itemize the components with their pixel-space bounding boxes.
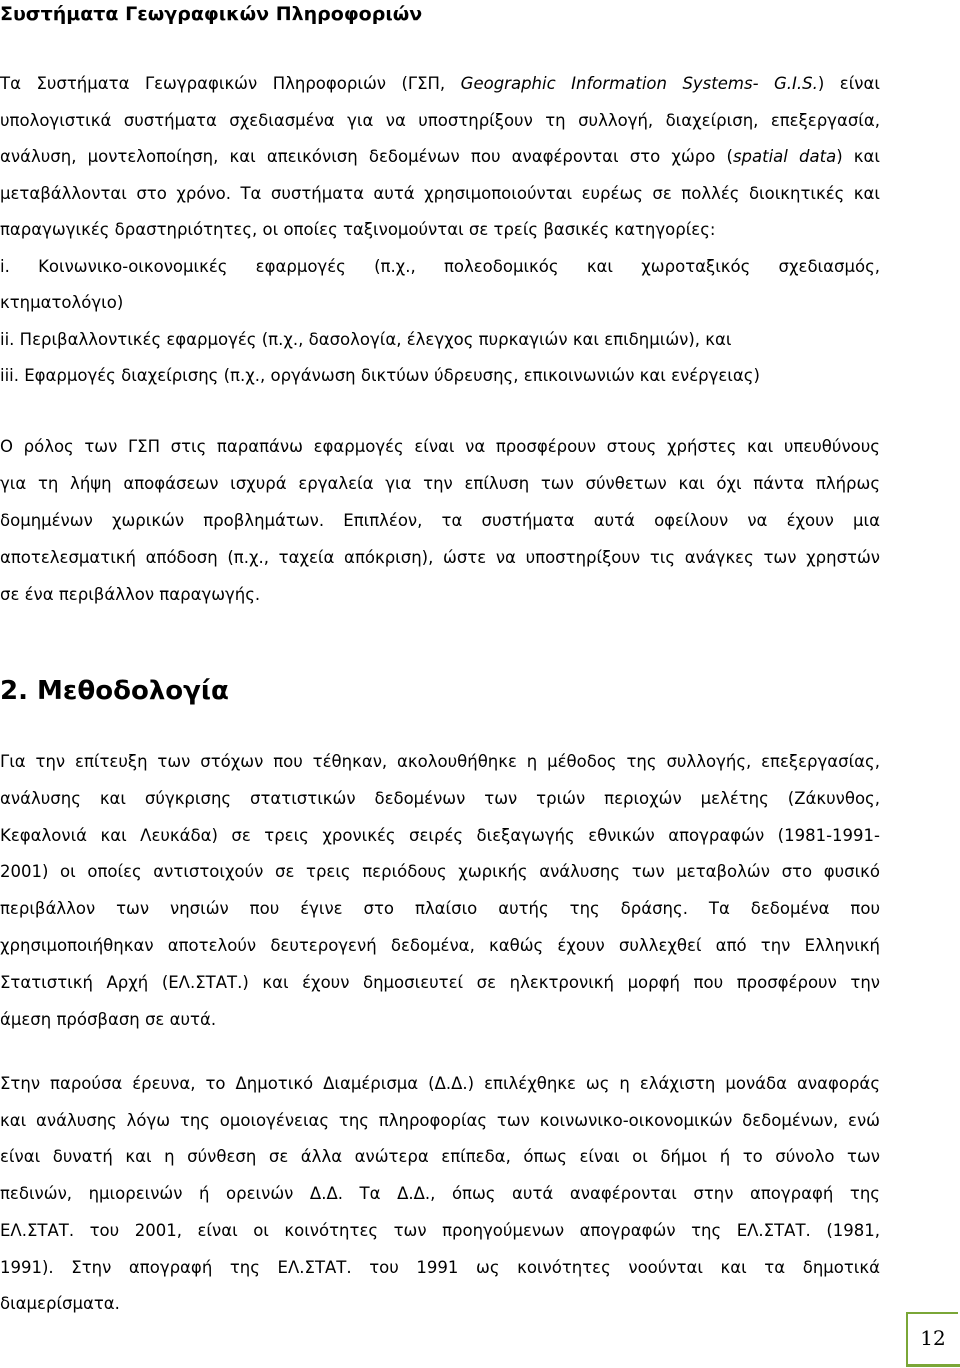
- method-line-2: ανάλυσης και σύγκρισης στατιστικών δεδομένων των τριών περιοχών μελέτης (Ζάκυνθος,: [0, 788, 880, 808]
- intro-paragraph: [0, 66, 880, 395]
- method-line-1: Για την επίτευξη των στόχων που τέθηκαν, ακολουθήθηκε η μέθοδος της συλλογής, επεξεργασίας,: [0, 752, 880, 771]
- role-line-2: για τη λήψη αποφάσεων ισχυρά εργαλεία για την επίλυση των σύνθετων και όχι πάντα πλήρως: [0, 474, 880, 493]
- intro-line-5: παραγωγικές δραστηριότητες, οι οποίες ταξινομούνται σε τρείς βασικές κατηγορίες:: [0, 220, 716, 239]
- intro-text: Τα Συστήματα Γεωγραφικών Πληροφοριών (ΓΣΠ,: [0, 74, 461, 93]
- method-line-8: άμεση πρόσβαση σε αυτά.: [0, 1009, 217, 1029]
- intro-text: ανάλυση, μοντελοποίηση, και απεικόνιση δεδομένων που αναφέρονται στο χώρο (: [0, 147, 733, 166]
- intro-line-1: [0, 66, 880, 103]
- role-paragraph: [0, 428, 880, 613]
- document-heading: Συστήματα Γεωγραφικών Πληροφοριών: [0, 3, 423, 25]
- unit-line-4: πεδινών, ημιορεινών ή ορεινών Δ.Δ. Τα Δ.Δ., όπως αυτά αναφέρονται στην απογραφή της: [0, 1184, 880, 1204]
- method-line-7: Στατιστική Αρχή (ΕΛ.ΣΤΑΤ.) και έχουν δημοσιευτεί σε ηλεκτρονική μορφή που προσφέρουν την: [0, 972, 880, 992]
- method-line-3: Κεφαλονιά και Λευκάδα) σε τρεις χρονικές σειρές διεξαγωγής εθνικών απογραφών (1981-1991-: [0, 825, 880, 845]
- spatial-data-term: spatial data: [732, 147, 837, 166]
- list-item-i: i. Κοινωνικο-οικονομικές εφαρμογές (π.χ., πολεοδομικός και χωροταξικός σχεδιασμός,: [0, 256, 880, 276]
- unit-line-7: διαμερίσματα.: [0, 1294, 120, 1314]
- unit-line-1: Στην παρούσα έρευνα, το Δημοτικό Διαμέρισμα (Δ.Δ.) επιλέχθηκε ως η ελάχιστη μονάδα αναφοράς: [0, 1074, 880, 1093]
- role-line-1: Ο ρόλος των ΓΣΠ στις παραπάνω εφαρμογές είναι να προσφέρουν στους χρήστες και υπευθύνους: [0, 437, 880, 456]
- role-line-3: δομημένων χωρικών προβλημάτων. Επιπλέον, τα συστήματα αυτά οφείλουν να έχουν μια: [0, 511, 880, 530]
- method-paragraph: [0, 744, 880, 1038]
- page-number: 12: [906, 1312, 958, 1364]
- page-number-underline: [906, 1364, 960, 1367]
- unit-paragraph: [0, 1066, 880, 1323]
- list-item-iii: iii. Εφαρμογές διαχείρισης (π.χ., οργάνωση δικτύων ύδρευσης, επικοινωνιών και ενέργειας): [0, 366, 760, 385]
- list-item-i-cont: κτηματολόγιο): [0, 293, 124, 312]
- method-line-6: χρησιμοποιήθηκαν αποτελούν δευτερογενή δεδομένα, καθώς έχουν συλλεχθεί από την Ελληνική: [0, 935, 880, 955]
- gis-term: Geographic Information Systems- G.I.S.: [460, 74, 818, 93]
- intro-line-4: μεταβάλλονται στο χρόνο. Τα συστήματα αυτά χρησιμοποιούνται ευρέως σε πολλές διοικητικές και: [0, 183, 880, 203]
- unit-line-6: 1991). Στην απογραφή της ΕΛ.ΣΤΑΤ. του 1991 ως κοινότητες νοούνται και τα δημοτικά: [0, 1257, 880, 1277]
- intro-line-3: [0, 139, 880, 176]
- intro-line-2: υπολογιστικά συστήματα σχεδιασμένα για να υποστηρίξουν τη συλλογή, διαχείριση, επεξεργασία,: [0, 110, 880, 130]
- method-line-5: περιβάλλον των νησιών που έγινε στο πλαίσιο αυτής της δράσης. Τα δεδομένα που: [0, 899, 880, 919]
- intro-text: ) και: [836, 147, 880, 166]
- unit-line-5: ΕΛ.ΣΤΑΤ. του 2001, είναι οι κοινότητες των προηγούμενων απογραφών της ΕΛ.ΣΤΑΤ. (1981,: [0, 1220, 880, 1240]
- unit-line-3: είναι δυνατή και η σύνθεση σε άλλα ανώτερα επίπεδα, όπως είναι οι δήμοι ή το σύνολο των: [0, 1147, 880, 1167]
- list-item-ii: ii. Περιβαλλοντικές εφαρμογές (π.χ., δασολογία, έλεγχος πυρκαγιών και επιδημιών), και: [0, 329, 732, 349]
- role-line-4: αποτελεσματική απόδοση (π.χ., ταχεία απόκριση), ώστε να υποστηρίξουν τις ανάγκες των χρηστών: [0, 548, 880, 567]
- intro-text: ) είναι: [817, 74, 880, 93]
- unit-line-2: και ανάλυσης λόγω της ομοιογένειας της πληροφορίας των κοινωνικο-οικονομικών δεδομένων, ενώ: [0, 1110, 880, 1130]
- method-line-4: 2001) οι οποίες αντιστοιχούν σε τρεις περιόδους χωρικής ανάλυσης των μεταβολών στο φυσικό: [0, 862, 880, 882]
- role-line-5: σε ένα περιβάλλον παραγωγής.: [0, 585, 261, 604]
- section-title: 2. Μεθοδολογία: [0, 676, 229, 706]
